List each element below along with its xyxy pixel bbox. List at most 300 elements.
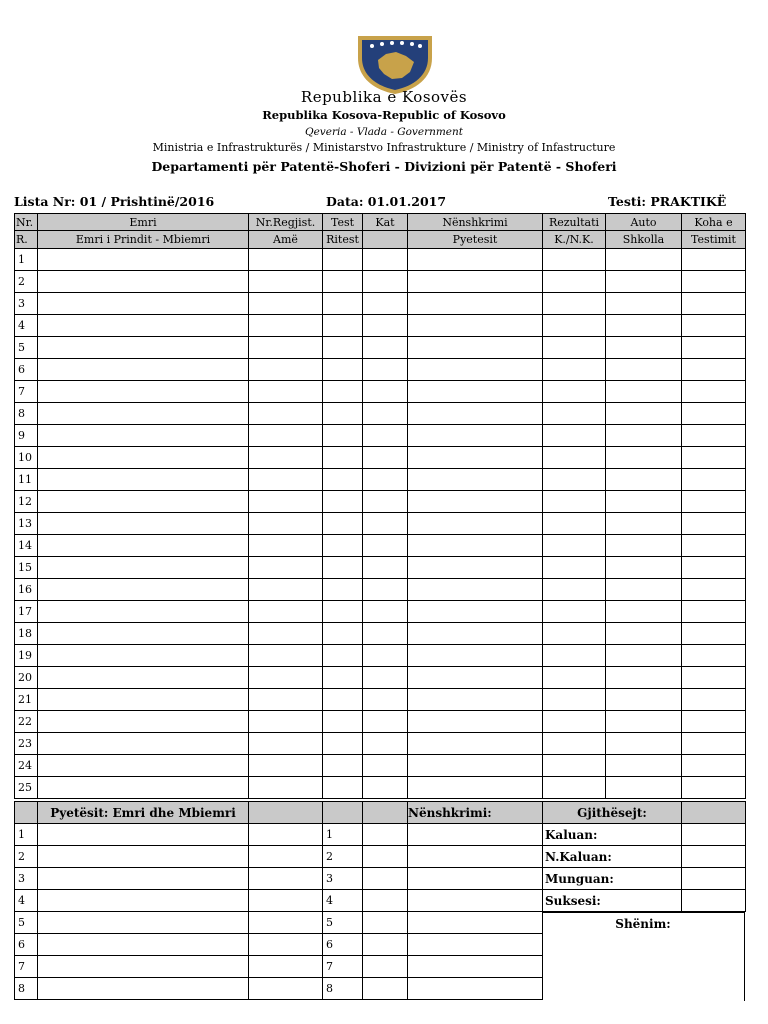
row-cell[interactable] [543,337,606,359]
row-number: 8 [15,403,38,425]
signature-cell[interactable] [408,824,543,846]
examiner-name-cell[interactable] [38,846,249,868]
row-cell[interactable] [323,403,363,425]
row-cell[interactable] [606,359,682,381]
row-cell[interactable] [682,447,746,469]
row-cell[interactable] [408,711,543,733]
table-row [15,601,746,623]
row-cell[interactable] [606,315,682,337]
row-cell[interactable] [606,557,682,579]
row-cell[interactable] [323,579,363,601]
examiner-number: 5 [15,912,38,934]
row-cell[interactable] [606,535,682,557]
row-cell[interactable] [323,249,363,271]
row-number: 20 [15,667,38,689]
row-cell[interactable] [38,579,249,601]
row-cell[interactable] [363,667,408,689]
row-cell[interactable] [606,711,682,733]
row-cell[interactable] [543,447,606,469]
row-cell[interactable] [249,623,323,645]
summary-value[interactable] [682,868,746,890]
row-cell[interactable] [38,689,249,711]
row-cell[interactable] [249,645,323,667]
examiner-name-cell[interactable] [38,824,249,846]
row-cell[interactable] [408,513,543,535]
table-row [15,337,746,359]
row-cell[interactable] [323,513,363,535]
row-cell[interactable] [363,425,408,447]
row-cell[interactable] [543,359,606,381]
row-cell[interactable] [323,711,363,733]
row-cell[interactable] [363,711,408,733]
row-cell[interactable] [38,381,249,403]
signature-cell[interactable] [408,978,543,1000]
row-cell[interactable] [543,579,606,601]
row-cell[interactable] [249,469,323,491]
row-cell[interactable] [323,645,363,667]
row-cell[interactable] [408,359,543,381]
examiner-cell[interactable] [249,846,323,868]
row-cell[interactable] [323,381,363,403]
row-cell[interactable] [249,777,323,799]
row-cell[interactable] [543,535,606,557]
row-cell[interactable] [682,645,746,667]
row-cell[interactable] [543,755,606,777]
row-cell[interactable] [249,359,323,381]
signature-cell[interactable] [408,912,543,934]
row-cell[interactable] [249,381,323,403]
row-cell[interactable] [38,293,249,315]
row-cell[interactable] [408,447,543,469]
row-cell[interactable] [682,755,746,777]
row-cell[interactable] [606,249,682,271]
signature-number: 2 [323,846,363,868]
row-cell[interactable] [408,469,543,491]
row-cell[interactable] [363,623,408,645]
row-cell[interactable] [249,557,323,579]
table-row [15,359,746,381]
examiner-name-cell[interactable] [38,934,249,956]
row-cell[interactable] [249,403,323,425]
table-row [15,403,746,425]
row-cell[interactable] [606,491,682,513]
signature-cell[interactable] [363,912,408,934]
row-cell[interactable] [543,271,606,293]
exam-date: Data: 01.01.2017 [326,194,447,209]
row-cell[interactable] [363,535,408,557]
row-cell[interactable] [606,513,682,535]
row-cell[interactable] [323,271,363,293]
row-cell[interactable] [408,403,543,425]
row-cell[interactable] [543,403,606,425]
row-cell[interactable] [249,315,323,337]
row-cell[interactable] [682,535,746,557]
row-cell[interactable] [249,249,323,271]
row-cell[interactable] [408,689,543,711]
examiner-cell[interactable] [249,956,323,978]
table-row [15,491,746,513]
row-cell[interactable] [249,535,323,557]
col-result: Rezultati [543,214,606,231]
row-number: 11 [15,469,38,491]
row-cell[interactable] [249,447,323,469]
row-cell[interactable] [408,425,543,447]
row-cell[interactable] [408,755,543,777]
signature-number: 6 [323,934,363,956]
summary-label: Suksesi: [543,890,682,912]
examiner-name-cell[interactable] [38,912,249,934]
row-cell[interactable] [363,513,408,535]
table-row [15,645,746,667]
row-cell[interactable] [408,491,543,513]
row-cell[interactable] [606,623,682,645]
row-cell[interactable] [249,579,323,601]
examiner-name-cell[interactable] [38,890,249,912]
examiner-cell[interactable] [249,868,323,890]
row-cell[interactable] [606,447,682,469]
row-cell[interactable] [682,733,746,755]
examiner-cell[interactable] [249,934,323,956]
row-cell[interactable] [606,667,682,689]
row-cell[interactable] [323,667,363,689]
row-cell[interactable] [606,579,682,601]
row-cell[interactable] [323,557,363,579]
row-cell[interactable] [682,293,746,315]
examiner-cell[interactable] [249,912,323,934]
row-cell[interactable] [682,403,746,425]
col-category-sub [363,231,408,249]
column-header [14,213,746,249]
row-cell[interactable] [38,469,249,491]
row-cell[interactable] [408,337,543,359]
row-cell[interactable] [543,293,606,315]
row-cell[interactable] [606,271,682,293]
row-cell[interactable] [363,447,408,469]
row-cell[interactable] [408,293,543,315]
row-cell[interactable] [606,733,682,755]
row-cell[interactable] [249,667,323,689]
row-cell[interactable] [682,249,746,271]
signature-cell[interactable] [408,846,543,868]
row-cell[interactable] [323,315,363,337]
examiner-name-cell[interactable] [38,978,249,1000]
col-time-sub: Testimit [682,231,746,249]
row-cell[interactable] [543,469,606,491]
row-number: 6 [15,359,38,381]
examiner-name-cell[interactable] [38,956,249,978]
row-cell[interactable] [543,689,606,711]
row-cell[interactable] [363,755,408,777]
row-cell[interactable] [363,601,408,623]
row-cell[interactable] [606,755,682,777]
row-cell[interactable] [249,733,323,755]
row-cell[interactable] [606,337,682,359]
row-cell[interactable] [543,645,606,667]
row-cell[interactable] [606,601,682,623]
col-result-sub: K./N.K. [543,231,606,249]
row-cell[interactable] [606,381,682,403]
row-cell[interactable] [323,733,363,755]
row-cell[interactable] [682,601,746,623]
row-cell[interactable] [38,359,249,381]
examiner-row [15,824,746,846]
row-cell[interactable] [408,535,543,557]
row-cell[interactable] [408,601,543,623]
examiner-cell[interactable] [249,978,323,1000]
row-cell[interactable] [408,777,543,799]
row-cell[interactable] [682,623,746,645]
summary-label: N.Kaluan: [543,846,682,868]
row-cell[interactable] [408,667,543,689]
examiner-row [15,868,746,890]
col-signature-sub: Pyetesit [408,231,543,249]
examiner-cell[interactable] [249,890,323,912]
row-number: 3 [15,293,38,315]
row-cell[interactable] [606,645,682,667]
row-cell[interactable] [682,359,746,381]
examiner-number: 8 [15,978,38,1000]
row-cell[interactable] [363,403,408,425]
row-cell[interactable] [543,777,606,799]
row-cell[interactable] [543,491,606,513]
row-cell[interactable] [38,315,249,337]
row-cell[interactable] [249,513,323,535]
examiner-number: 1 [15,824,38,846]
signature-cell[interactable] [363,868,408,890]
candidate-table [14,248,746,799]
row-cell[interactable] [38,513,249,535]
signature-number: 1 [323,824,363,846]
row-cell[interactable] [38,425,249,447]
row-cell[interactable] [363,645,408,667]
col-test-sub: Ritest [323,231,363,249]
row-cell[interactable] [363,469,408,491]
row-cell[interactable] [682,425,746,447]
col-registration-sub: Amë [249,231,323,249]
row-cell[interactable] [323,425,363,447]
summary-value[interactable] [682,846,746,868]
row-cell[interactable] [38,271,249,293]
signature-cell[interactable] [363,956,408,978]
row-cell[interactable] [38,447,249,469]
row-cell[interactable] [363,359,408,381]
row-cell[interactable] [543,557,606,579]
row-cell[interactable] [363,689,408,711]
row-cell[interactable] [323,293,363,315]
row-cell[interactable] [363,271,408,293]
row-cell[interactable] [323,337,363,359]
row-cell[interactable] [38,491,249,513]
signature-cell[interactable] [408,890,543,912]
row-cell[interactable] [682,491,746,513]
row-cell[interactable] [543,623,606,645]
row-cell[interactable] [323,491,363,513]
row-number: 21 [15,689,38,711]
kosovo-emblem-icon [352,32,438,94]
col-name-sub: Emri i Prindit - Mbiemri [38,231,249,249]
row-cell[interactable] [363,381,408,403]
row-number: 15 [15,557,38,579]
row-cell[interactable] [363,579,408,601]
row-cell[interactable] [363,733,408,755]
col-nr: Nr. [15,214,38,231]
row-cell[interactable] [249,755,323,777]
row-cell[interactable] [323,777,363,799]
row-cell[interactable] [38,623,249,645]
row-cell[interactable] [249,601,323,623]
row-cell[interactable] [363,557,408,579]
row-cell[interactable] [323,755,363,777]
signature-label: Nënshkrimi: [408,802,543,824]
row-cell[interactable] [408,315,543,337]
row-cell[interactable] [543,711,606,733]
col-category: Kat [363,214,408,231]
row-cell[interactable] [606,777,682,799]
row-cell[interactable] [543,249,606,271]
row-cell[interactable] [323,689,363,711]
row-cell[interactable] [408,271,543,293]
row-cell[interactable] [606,293,682,315]
signature-cell[interactable] [408,868,543,890]
row-cell[interactable] [38,777,249,799]
row-cell[interactable] [682,337,746,359]
col-school: Auto [606,214,682,231]
row-number: 12 [15,491,38,513]
row-cell[interactable] [682,271,746,293]
row-cell[interactable] [408,733,543,755]
row-cell[interactable] [363,491,408,513]
row-cell[interactable] [323,601,363,623]
row-cell[interactable] [38,601,249,623]
row-cell[interactable] [38,535,249,557]
row-cell[interactable] [408,381,543,403]
table-row [15,755,746,777]
government-line: Qeveria - Vlada - Government [304,126,464,138]
examiner-name-cell[interactable] [38,868,249,890]
row-cell[interactable] [408,557,543,579]
ministry-line: Ministria e Infrastrukturës / Ministarstvo Infrastrukture / Ministry of Infastructure [152,141,616,154]
row-cell[interactable] [606,403,682,425]
list-number: Lista Nr: 01 / Prishtinë/2016 [14,194,215,209]
row-cell[interactable] [323,447,363,469]
row-cell[interactable] [408,579,543,601]
row-cell[interactable] [543,601,606,623]
row-cell[interactable] [543,315,606,337]
row-cell[interactable] [249,425,323,447]
row-cell[interactable] [38,337,249,359]
col-registration: Nr.Regjist. [249,214,323,231]
row-cell[interactable] [38,249,249,271]
row-cell[interactable] [249,337,323,359]
examiner-number: 3 [15,868,38,890]
row-cell[interactable] [606,689,682,711]
row-cell[interactable] [682,667,746,689]
row-number: 9 [15,425,38,447]
examiner-number: 7 [15,956,38,978]
row-cell[interactable] [606,469,682,491]
row-cell[interactable] [682,689,746,711]
signature-cell[interactable] [363,934,408,956]
signature-cell[interactable] [408,934,543,956]
signature-cell[interactable] [363,824,408,846]
row-cell[interactable] [682,381,746,403]
row-cell[interactable] [543,733,606,755]
row-cell[interactable] [38,645,249,667]
summary-value[interactable] [682,824,746,846]
row-cell[interactable] [682,557,746,579]
row-cell[interactable] [682,579,746,601]
row-cell[interactable] [38,711,249,733]
row-number: 19 [15,645,38,667]
row-cell[interactable] [682,513,746,535]
signature-cell[interactable] [363,846,408,868]
col-signature: Nënshkrimi [408,214,543,231]
row-cell[interactable] [38,403,249,425]
row-cell[interactable] [363,777,408,799]
summary-value[interactable] [682,890,746,912]
row-cell[interactable] [682,777,746,799]
row-cell[interactable] [543,513,606,535]
signature-cell[interactable] [408,956,543,978]
row-cell[interactable] [606,425,682,447]
col-test: Test [323,214,363,231]
examiner-number: 2 [15,846,38,868]
totals-label: Gjithësejt: [543,802,682,824]
row-cell[interactable] [38,667,249,689]
row-cell[interactable] [323,535,363,557]
row-number: 7 [15,381,38,403]
row-cell[interactable] [363,315,408,337]
row-cell[interactable] [323,469,363,491]
row-cell[interactable] [249,689,323,711]
row-cell[interactable] [543,381,606,403]
row-cell[interactable] [408,249,543,271]
row-cell[interactable] [38,733,249,755]
row-cell[interactable] [408,623,543,645]
row-cell[interactable] [682,469,746,491]
row-cell[interactable] [323,359,363,381]
row-cell[interactable] [249,293,323,315]
signature-cell[interactable] [363,978,408,1000]
signature-cell[interactable] [363,890,408,912]
row-cell[interactable] [682,315,746,337]
col-name: Emri [38,214,249,231]
signature-number: 3 [323,868,363,890]
republic-multilingual: Republika Kosova-Republic of Kosovo [262,108,506,122]
examiner-cell[interactable] [249,824,323,846]
row-cell[interactable] [38,755,249,777]
signature-number: 5 [323,912,363,934]
row-cell[interactable] [682,711,746,733]
row-cell[interactable] [249,271,323,293]
row-cell[interactable] [543,425,606,447]
summary-label: Munguan: [543,868,682,890]
row-cell[interactable] [363,293,408,315]
row-cell[interactable] [408,645,543,667]
row-number: 5 [15,337,38,359]
republic-title: Republika e Kosovës [300,88,468,106]
row-cell[interactable] [249,711,323,733]
row-number: 13 [15,513,38,535]
row-cell[interactable] [363,337,408,359]
row-cell[interactable] [543,667,606,689]
row-cell[interactable] [323,623,363,645]
signature-number: 8 [323,978,363,1000]
row-cell[interactable] [38,557,249,579]
row-number: 23 [15,733,38,755]
row-cell[interactable] [249,491,323,513]
row-cell[interactable] [363,249,408,271]
